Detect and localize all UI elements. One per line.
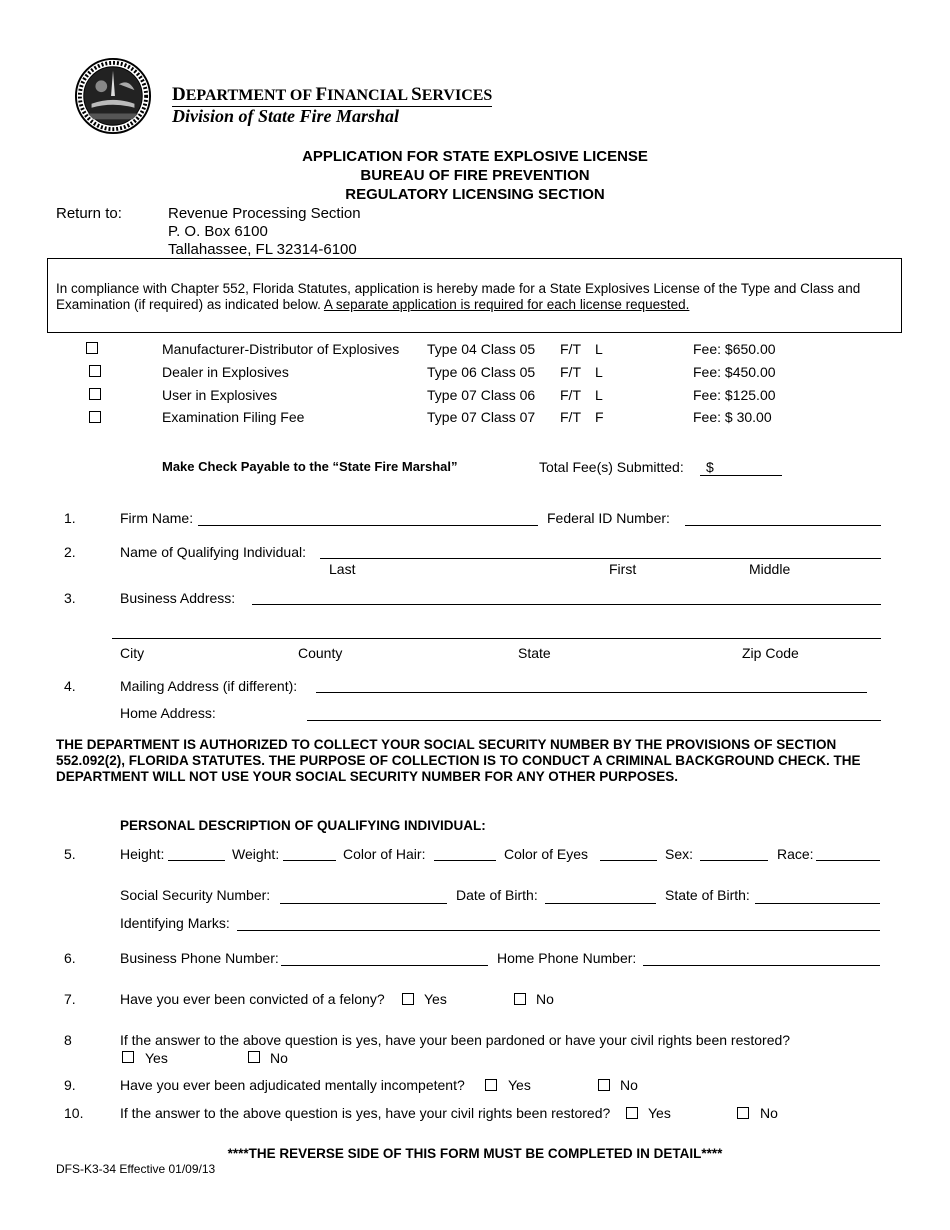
race-label: Race: <box>777 846 814 862</box>
q5-number: 5. <box>64 846 76 862</box>
qualifying-individual-label: Name of Qualifying Individual: <box>120 544 306 560</box>
check-payable-note: Make Check Payable to the “State Fire Marshal” <box>162 459 458 474</box>
federal-id-input[interactable] <box>685 525 881 526</box>
q2-number: 2. <box>64 544 76 560</box>
license-ft: F/T <box>560 387 581 403</box>
section-title: REGULATORY LICENSING SECTION <box>345 186 605 203</box>
first-name-caption: First <box>609 561 637 577</box>
felony-question: Have you ever been convicted of a felony? <box>120 991 385 1007</box>
currency-symbol: $ <box>706 459 714 475</box>
civil-rights-yes-checkbox[interactable] <box>626 1107 638 1119</box>
date-of-birth-input[interactable] <box>545 903 656 904</box>
firm-name-input[interactable] <box>198 525 538 526</box>
civil-rights-question: If the answer to the above question is yes, have your civil rights been restored? <box>120 1105 611 1121</box>
pardon-question: If the answer to the above question is yes, have your been pardoned or have your civil rights been restored? <box>120 1032 791 1048</box>
eye-color-input[interactable] <box>600 860 657 861</box>
felony-no-label: No <box>536 991 554 1007</box>
pardon-yes-checkbox[interactable] <box>122 1051 134 1063</box>
form-id: DFS-K3-34 Effective 01/09/13 <box>56 1162 216 1176</box>
pardon-no-label: No <box>270 1050 288 1066</box>
compliance-text: In compliance with Chapter 552, Florida Statutes, application is hereby made for a State Explosives License of the Type and Class and Examination (if required) as indicated below. A separate application is required for each license requested. <box>56 281 861 312</box>
weight-input[interactable] <box>283 860 336 861</box>
date-of-birth-label: Date of Birth: <box>456 887 538 903</box>
license-name: Examination Filing Fee <box>162 409 305 425</box>
license-ft: F/T <box>560 409 581 425</box>
business-address-input[interactable] <box>252 604 881 605</box>
height-input[interactable] <box>168 860 225 861</box>
height-label: Height: <box>120 846 165 862</box>
home-phone-input[interactable] <box>643 965 880 966</box>
return-address-line1: Revenue Processing Section <box>168 205 361 222</box>
incompetent-yes-label: Yes <box>508 1077 531 1093</box>
middle-name-caption: Middle <box>749 561 791 577</box>
license-code: L <box>595 341 603 357</box>
last-name-caption: Last <box>329 561 356 577</box>
license-fee: Fee: $650.00 <box>693 341 776 357</box>
felony-no-checkbox[interactable] <box>514 993 526 1005</box>
civil-rights-no-checkbox[interactable] <box>737 1107 749 1119</box>
home-address-label: Home Address: <box>120 705 216 721</box>
return-to-label: Return to: <box>56 205 122 222</box>
division-name: Division of State Fire Marshal <box>172 106 400 126</box>
license-code: L <box>595 364 603 380</box>
license-checkbox-manufacturer[interactable] <box>86 342 98 354</box>
return-address-line2: P. O. Box 6100 <box>168 223 268 240</box>
license-type: Type 07 Class 07 <box>427 409 536 425</box>
incompetent-question: Have you ever been adjudicated mentally incompetent? <box>120 1077 465 1093</box>
reverse-side-notice: ****THE REVERSE SIDE OF THIS FORM MUST BE COMPLETED IN DETAIL**** <box>227 1146 723 1161</box>
firm-name-label: Firm Name: <box>120 510 194 526</box>
total-fee-input[interactable] <box>700 475 782 476</box>
q10-number: 10. <box>64 1105 84 1121</box>
ssn-label: Social Security Number: <box>120 887 271 903</box>
sex-input[interactable] <box>700 860 768 861</box>
license-type: Type 06 Class 05 <box>427 364 536 380</box>
department-name: DEPARTMENT OF FINANCIAL SERVICES <box>172 84 493 105</box>
license-name: User in Explosives <box>162 387 278 403</box>
compliance-box <box>47 258 902 333</box>
identifying-marks-input[interactable] <box>237 930 880 931</box>
bureau-title: BUREAU OF FIRE PREVENTION <box>360 167 590 184</box>
license-checkbox-exam[interactable] <box>89 411 101 423</box>
eye-color-label: Color of Eyes <box>504 846 589 862</box>
identifying-marks-label: Identifying Marks: <box>120 915 230 931</box>
incompetent-no-label: No <box>620 1077 638 1093</box>
license-code: L <box>595 387 603 403</box>
felony-yes-label: Yes <box>424 991 447 1007</box>
civil-rights-no-label: No <box>760 1105 778 1121</box>
pardon-no-checkbox[interactable] <box>248 1051 260 1063</box>
license-ft: F/T <box>560 364 581 380</box>
qualifying-individual-input[interactable] <box>320 558 881 559</box>
q9-number: 9. <box>64 1077 76 1093</box>
felony-yes-checkbox[interactable] <box>402 993 414 1005</box>
business-address-label: Business Address: <box>120 590 236 606</box>
return-address-line3: Tallahassee, FL 32314-6100 <box>168 241 357 258</box>
state-caption: State <box>518 645 551 661</box>
home-phone-label: Home Phone Number: <box>497 950 637 966</box>
home-address-input[interactable] <box>307 720 881 721</box>
license-code: F <box>595 409 604 425</box>
county-caption: County <box>298 645 343 661</box>
q8-number: 8 <box>64 1032 72 1048</box>
business-phone-label: Business Phone Number: <box>120 950 279 966</box>
ssn-notice: THE DEPARTMENT IS AUTHORIZED TO COLLECT YOUR SOCIAL SECURITY NUMBER BY THE PROVISIONS OF SECTION 552.092(2), FLORIDA STATUTES. THE PURPOSE OF COLLECTION IS TO CONDUCT A CRIMINAL BACKGROUND CHECK. THE DEPARTMENT WILL NOT USE YOUR SOCIAL SECURITY NUMBER FOR ANY OTHER PURPOSES. <box>56 737 861 784</box>
business-phone-input[interactable] <box>281 965 488 966</box>
hair-color-label: Color of Hair: <box>343 846 426 862</box>
license-checkbox-user[interactable] <box>89 388 101 400</box>
ssn-input[interactable] <box>280 903 447 904</box>
total-fee-label: Total Fee(s) Submitted: <box>539 459 684 475</box>
civil-rights-yes-label: Yes <box>648 1105 671 1121</box>
sex-label: Sex: <box>665 846 694 862</box>
city-caption: City <box>120 645 145 661</box>
license-fee: Fee: $ 30.00 <box>693 409 772 425</box>
license-type: Type 07 Class 06 <box>427 387 536 403</box>
q1-number: 1. <box>64 510 76 526</box>
weight-label: Weight: <box>232 846 280 862</box>
q3-number: 3. <box>64 590 76 606</box>
state-of-birth-input[interactable] <box>755 903 880 904</box>
pardon-yes-label: Yes <box>145 1050 168 1066</box>
mailing-address-input[interactable] <box>316 692 867 693</box>
form-title: APPLICATION FOR STATE EXPLOSIVE LICENSE <box>302 148 648 165</box>
q7-number: 7. <box>64 991 76 1007</box>
license-fee: Fee: $450.00 <box>693 364 776 380</box>
zip-caption: Zip Code <box>742 645 799 661</box>
incompetent-no-checkbox[interactable] <box>598 1079 610 1091</box>
license-type: Type 04 Class 05 <box>427 341 536 357</box>
q6-number: 6. <box>64 950 76 966</box>
q4-number: 4. <box>64 678 76 694</box>
mailing-address-label: Mailing Address (if different): <box>120 678 298 694</box>
business-address-city-line[interactable] <box>112 638 881 639</box>
race-input[interactable] <box>816 860 880 861</box>
personal-description-heading: PERSONAL DESCRIPTION OF QUALIFYING INDIVIDUAL: <box>120 818 486 833</box>
license-checkbox-dealer[interactable] <box>89 365 101 377</box>
state-of-birth-label: State of Birth: <box>665 887 750 903</box>
license-name: Manufacturer-Distributor of Explosives <box>162 341 400 357</box>
license-ft: F/T <box>560 341 581 357</box>
license-name: Dealer in Explosives <box>162 364 289 380</box>
incompetent-yes-checkbox[interactable] <box>485 1079 497 1091</box>
separate-application-note: A separate application is required for each license requested. <box>323 297 690 312</box>
state-seal-logo <box>74 57 152 135</box>
federal-id-label: Federal ID Number: <box>547 510 670 526</box>
license-fee: Fee: $125.00 <box>693 387 776 403</box>
hair-color-input[interactable] <box>434 860 496 861</box>
